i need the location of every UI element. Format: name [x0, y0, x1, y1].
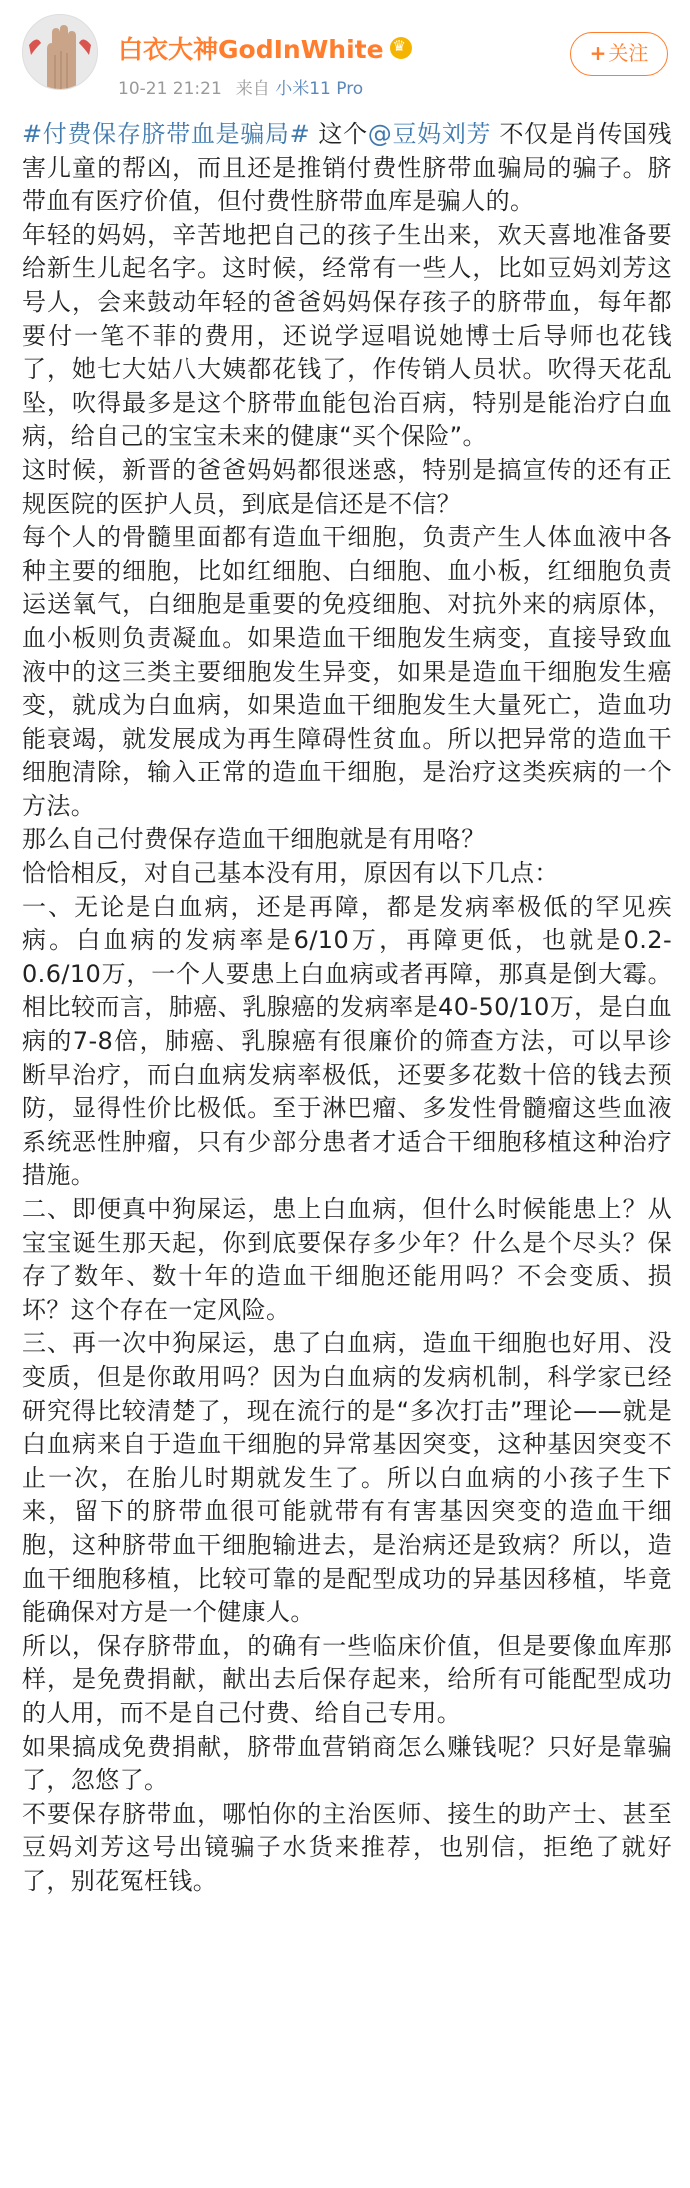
username-text[interactable]: 白衣大神GodInWhite [118, 35, 384, 64]
paragraph: 这时候，新晋的爸爸妈妈都很迷惑，特别是搞宣传的还有正规医院的医护人员，到底是信还是不信？ [22, 455, 672, 518]
paragraph: 年轻的妈妈，辛苦地把自己的孩子生出来，欢天喜地准备要给新生儿起名字。这时候，经常有一些人，比如豆妈刘芳这号人，会来鼓动年轻的爸爸妈妈保存孩子的脐带血，每年都要付一笔不菲的费用，还说学逗唱说她博士后导师也花钱了，她七大姑八大姨都花钱了，作传销人员状。吹得天花乱坠，吹得最多是这个脐带血能包治百病，特别是能治疗白血病，给自己的宝宝未来的健康“买个保险”。 [22, 220, 672, 451]
post-intro [22, 118, 672, 219]
paragraph: 二、即便真中狗屎运，患上白血病，但什么时候能患上？从宝宝诞生那天起，你到底要保存多少年？什么是个尽头？保存了数年、数十年的造血干细胞还能用吗？不会变质、损坏？这个存在一定风险。 [22, 1195, 672, 1324]
follow-button[interactable] [570, 32, 668, 76]
vip-crown-icon [390, 37, 412, 59]
post-header [0, 0, 690, 118]
post-meta [118, 74, 363, 99]
paragraph: 每个人的骨髓里面都有造血干细胞，负责产生人体血液中各种主要的细胞，比如红细胞、白细胞、血小板，红细胞负责运送氧气，白细胞是重要的免疫细胞、对抗外来的病原体，血小板则负责凝血。如果造血干细胞发生病变，直接导致血液中的这三类主要细胞发生异变，如果是造血干细胞发生癌变，就成为白血病，如果造血干细胞发生大量死亡，造血功能衰竭，就发展成为再生障碍性贫血。所以把异常的造血干细胞清除，输入正常的造血干细胞，是治疗这类疾病的一个方法。 [22, 523, 672, 820]
avatar[interactable] [22, 14, 98, 90]
follow-label: 关注 [608, 41, 649, 65]
paragraph: 不要保存脐带血，哪怕你的主治医师、接生的助产士、甚至豆妈刘芳这号出镜骗子水货来推荐，也别信，拒绝了就好了，别花冤枉钱。 [22, 1799, 672, 1895]
mention-link[interactable]: @豆妈刘芳 [367, 120, 492, 148]
device-name[interactable]: 小米11 Pro [275, 79, 364, 99]
post-timestamp: 10-21 21:21 [118, 79, 222, 99]
post-content [22, 118, 672, 1898]
hashtag-link[interactable]: #付费保存脐带血是骗局# [22, 120, 311, 148]
avatar-image [23, 15, 97, 89]
source-prefix: 来自 [235, 79, 270, 99]
intro-text-b: 不仅是肖传国残害儿童的帮凶，而且还是推销付费性脐带血骗局的骗子。脐带血有医疗价值，但付费性脐带血库是骗人的。 [22, 120, 672, 216]
paragraph: 三、再一次中狗屎运，患了白血病，造血干细胞也好用、没变质，但是你敢用吗？因为白血病的发病机制，科学家已经研究得比较清楚了，现在流行的是“多次打击”理论——就是白血病来自于造血干细胞的异常基因突变，这种基因突变不止一次，在胎儿时期就发生了。所以白血病的小孩子生下来，留下的脐带血很可能就带有有害基因突变的造血干细胞，这种脐带血干细胞输进去，是治病还是致病？所以，造血干细胞移植，比较可靠的是配型成功的异基因移植，毕竟能确保对方是一个健康人。 [22, 1329, 672, 1627]
paragraph: 所以，保存脐带血，的确有一些临床价值，但是要像血库那样，是免费捐献，献出去后保存起来，给所有可能配型成功的人用，而不是自己付费、给自己专用。 [22, 1631, 672, 1727]
paragraph: 恰恰相反，对自己基本没有用，原因有以下几点： [22, 859, 559, 888]
plus-icon: + [589, 41, 607, 65]
intro-text-a: 这个 [310, 120, 368, 148]
paragraph: 如果搞成免费捐献，脐带血营销商怎么赚钱呢？只好是靠骗了，忽悠了。 [22, 1732, 672, 1795]
paragraph: 一、无论是白血病，还是再障，都是发病率极低的罕见疾病。白血病的发病率是6/10万，再障更低，也就是0.2-0.6/10万，一个人要患上白血病或者再障，那真是倒大霉。相比较而言，肺癌、乳腺癌的发病率是40-50/10万，是白血病的7-8倍，肺癌、乳腺癌有很廉价的筛查方法，可以早诊断早治疗，而白血病发病率极低，还要多花数十倍的钱去预防，显得性价比极低。至于淋巴瘤、多发性骨髓瘤这些血液系统恶性肿瘤，只有少部分患者才适合干细胞移植这种治疗措施。 [22, 892, 672, 1190]
paragraph: 那么自己付费保存造血干细胞就是有用咯？ [22, 825, 486, 854]
username[interactable] [118, 30, 412, 66]
